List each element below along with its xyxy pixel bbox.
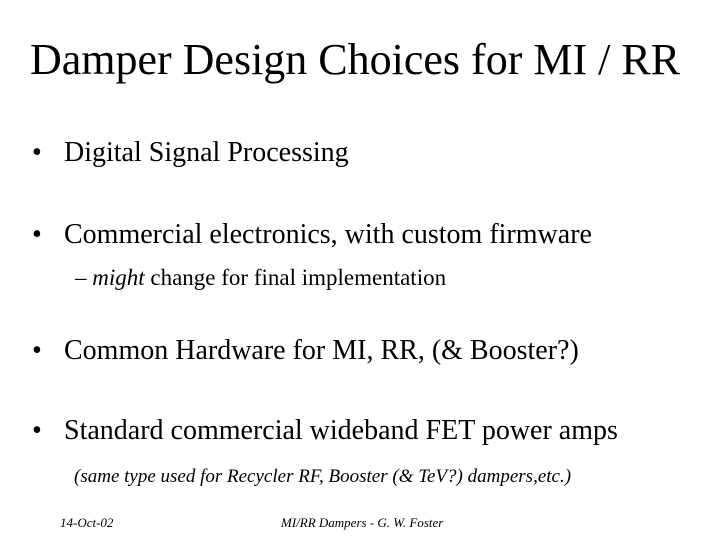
bullet-icon: • <box>32 335 42 366</box>
bullet-item-power-amps <box>32 414 618 448</box>
bullet-icon: • <box>32 415 42 446</box>
sub-bullet-dash: – <box>75 265 87 290</box>
bullet-icon: • <box>32 137 42 168</box>
bullet-item-dsp <box>32 136 349 170</box>
bullet-item-commercial-electronics <box>32 218 592 252</box>
bullet-text: Common Hardware for MI, RR, (& Booster?) <box>64 335 579 366</box>
footer-title: MI/RR Dampers - G. W. Foster <box>281 515 444 530</box>
bullet-text: Standard commercial wideband FET power amps <box>64 415 618 446</box>
slide-title: Damper Design Choices for MI / RR <box>29 35 681 84</box>
bullet-text: Digital Signal Processing <box>64 137 349 168</box>
bullet-icon: • <box>32 219 42 250</box>
sub-bullet-text: change for final implementation <box>150 265 447 290</box>
sub-bullet-emphasis: might <box>92 265 145 290</box>
note-text: (same type used for Recycler RF, Booster (& TeV?) dampers,etc.) <box>74 466 572 487</box>
sub-bullet-item <box>75 264 446 292</box>
bullet-item-common-hardware <box>32 334 579 368</box>
bullet-text: Commercial electronics, with custom firmware <box>64 219 592 250</box>
footer-date: 14-Oct-02 <box>60 515 114 530</box>
